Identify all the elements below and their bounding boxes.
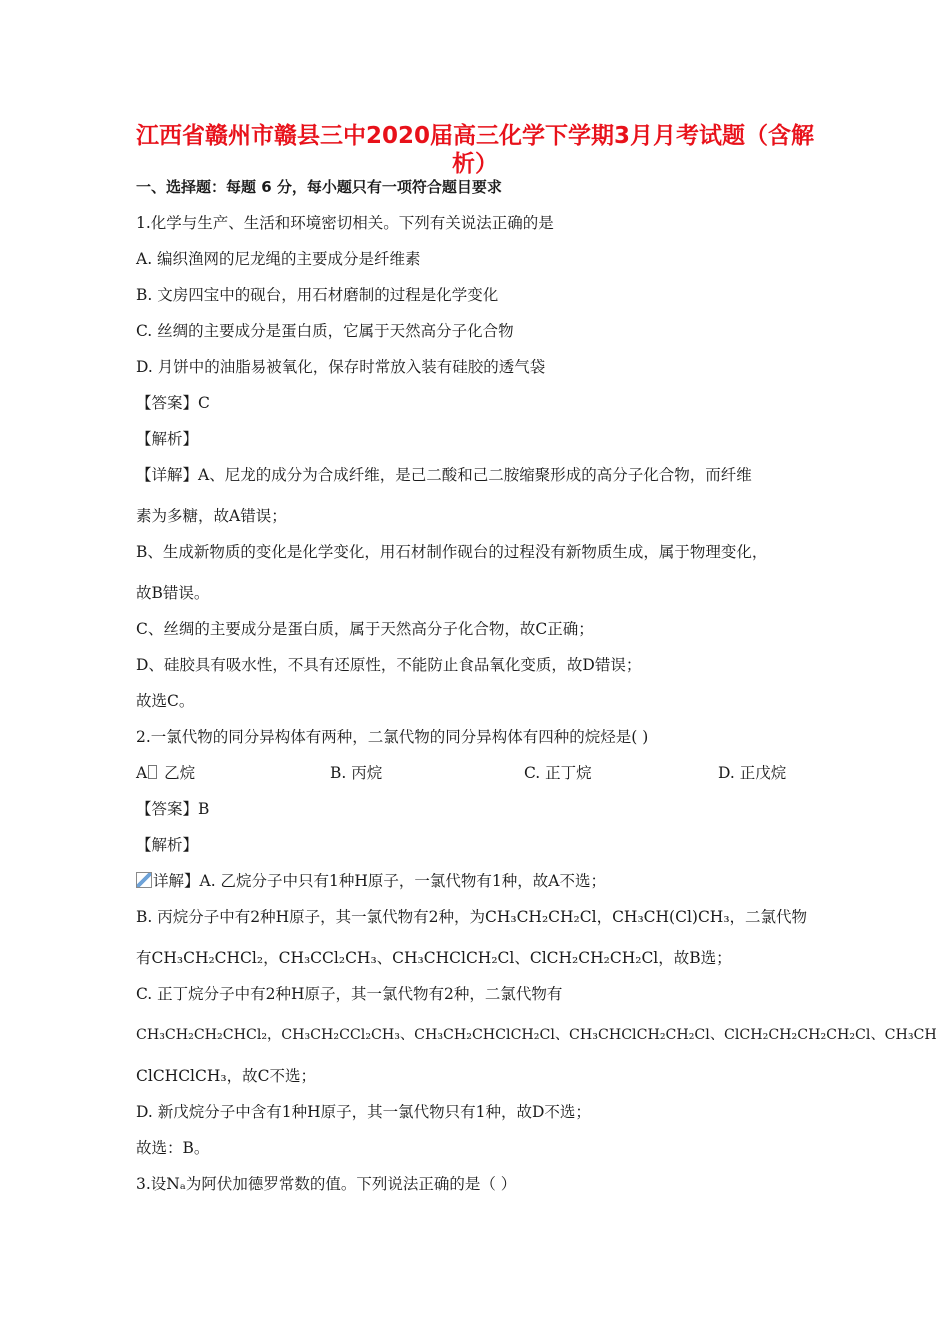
q2-option-d: D. 正戊烷 [718, 764, 787, 782]
q1-option-a: A. 编织渔网的尼龙绳的主要成分是纤维素 [136, 250, 421, 268]
q2-detail-2: B. 丙烷分子中有2种H原子，其一氯代物有2种，为CH₃CH₂CH₂Cl，CH₃CH(Cl)CH₃，二氯代物 [136, 908, 808, 926]
q2-detail-1-row [136, 871, 606, 891]
broken-image-icon [136, 872, 152, 888]
q1-detail-5: C、丝绸的主要成分是蛋白质，属于天然高分子化合物，故C正确； [136, 620, 594, 638]
q2-analysis-label: 【解析】 [136, 836, 199, 854]
q1-detail-2: 素为多糖，故A错误； [136, 507, 287, 525]
q2-detail-1: 详解】A. 乙烷分子中只有1种H原子，一氯代物有1种，故A不选； [153, 872, 606, 890]
section-heading: 一、选择题：每题 6 分，每小题只有一项符合题目要求 [136, 178, 502, 196]
q2-option-b: B. 丙烷 [330, 764, 383, 782]
q1-analysis-label: 【解析】 [136, 430, 199, 448]
q1-conclusion: 故选C。 [136, 692, 195, 710]
q1-option-d: D. 月饼中的油脂易被氧化，保存时常放入装有硅胶的透气袋 [136, 358, 546, 376]
q2-option-c: C. 正丁烷 [524, 764, 592, 782]
q1-detail-6: D、硅胶具有吸水性，不具有还原性，不能防止食品氧化变质，故D错误； [136, 656, 642, 674]
q1-option-c: C. 丝绸的主要成分是蛋白质，它属于天然高分子化合物 [136, 322, 514, 340]
q2-detail-7: D. 新戊烷分子中含有1种H原子，其一氯代物只有1种，故D不选； [136, 1103, 591, 1121]
q2-conclusion: 故选：B。 [136, 1139, 210, 1157]
q1-answer: 【答案】C [136, 394, 210, 412]
q2-detail-6: ClCHClCH₃，故C不选； [136, 1067, 316, 1085]
missing-glyph-icon [148, 765, 157, 779]
q2-option-a [136, 763, 195, 783]
q2-detail-3: 有CH₃CH₂CHCl₂，CH₃CCl₂CH₃、CH₃CHClCH₂Cl、ClCH₂CH₂CH₂Cl，故B选； [136, 949, 732, 967]
document-title-line1: 江西省赣州市赣县三中2020届高三化学下学期3月月考试题（含解 [135, 123, 815, 149]
q1-detail-3: B、生成新物质的变化是化学变化，用石材制作砚台的过程没有新物质生成，属于物理变化， [136, 543, 768, 561]
q1-stem: 1.化学与生产、生活和环境密切相关。下列有关说法正确的是 [136, 214, 554, 232]
q3-stem: 3.设Nₐ为阿伏加德罗常数的值。下列说法正确的是（ ） [136, 1175, 517, 1193]
q2-stem: 2.一氯代物的同分异构体有两种，二氯代物的同分异构体有四种的烷烃是( ) [136, 728, 649, 746]
q2-option-a-letter: A [136, 764, 148, 782]
q2-detail-5: CH₃CH₂CH₂CHCl₂，CH₃CH₂CCl₂CH₃、CH₃CH₂CHClCH₂Cl、CH₃CHClCH₂CH₂Cl、ClCH₂CH₂CH₂CH₂Cl、CH₃CH [136, 1027, 937, 1043]
q2-detail-4: C. 正丁烷分子中有2种H原子，其一氯代物有2种，二氯代物有 [136, 985, 563, 1003]
q2-option-a-text: 乙烷 [159, 764, 196, 782]
q1-detail-1: 【详解】A、尼龙的成分为合成纤维，是己二酸和己二胺缩聚形成的高分子化合物，而纤维 [136, 466, 752, 484]
q2-answer: 【答案】B [136, 800, 210, 818]
q1-detail-4: 故B错误。 [136, 584, 210, 602]
q1-option-b: B. 文房四宝中的砚台，用石材磨制的过程是化学变化 [136, 286, 499, 304]
document-title-line2: 析） [452, 151, 498, 177]
